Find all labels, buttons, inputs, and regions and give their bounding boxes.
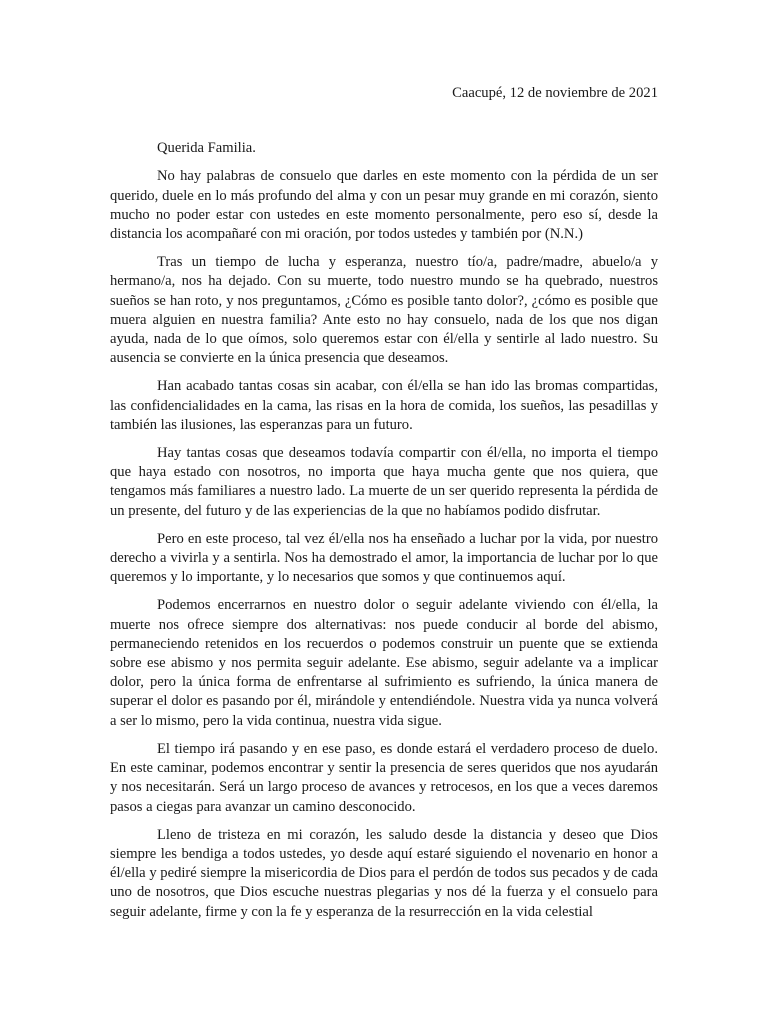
paragraph-5: Pero en este proceso, tal vez él/ella nos ha enseñado a luchar por la vida, por nuestro derecho a vivirla y a sentirla. Nos ha demostrado el amor, la importancia de luchar por lo que queremos y lo importante, y lo necesarios que somos y que continuemos aquí. [110, 530, 658, 586]
paragraph-8: Lleno de tristeza en mi corazón, les saludo desde la distancia y deseo que Dios siempre les bendiga a todos ustedes, yo desde aquí estaré siguiendo el novenario en honor a él/ella y pediré siempre la misericordia de Dios para el perdón de todos sus pecados y de cada uno de nosotros, que Dios escuche nuestras plegarias y nos dé la fuerza y el consuelo para seguir adelante, firme y con la fe y esperanza de la resurrección en la vida celestial [110, 826, 658, 920]
paragraph-2: Tras un tiempo de lucha y esperanza, nuestro tío/a, padre/madre, abuelo/a y hermano/a, nos ha dejado. Con su muerte, todo nuestro mundo se ha quebrado, nuestros sueños se han roto, y nos preguntamos, ¿Cómo es posible tanto dolor?, ¿cómo es posible que muera alguien en nuestra familia? Ante esto no hay consuelo, nada de los que nos digan ayuda, nada de lo que oímos, solo queremos estar con él/ella y sentirle al lado nuestro. Su ausencia se convierte en la única presencia que deseamos. [110, 254, 658, 367]
paragraph-7: El tiempo irá pasando y en ese paso, es donde estará el verdadero proceso de duelo. En este caminar, podemos encontrar y sentir la presencia de seres queridos que nos ayudarán y nos necesitarán. Será un largo proceso de avances y retrocesos, en los que a veces daremos pasos a ciegas para avanzar un camino desconocido. [110, 740, 658, 815]
paragraph-3: Han acabado tantas cosas sin acabar, con él/ella se han ido las bromas compartidas, las confidencialidades en la cama, las risas en la hora de comida, los sueños, las pesadillas y también las ilusiones, las esperanzas para un futuro. [110, 378, 658, 433]
paragraph-1: No hay palabras de consuelo que darles en este momento con la pérdida de un ser querido, duele en lo más profundo del alma y con un pesar muy grande en mi corazón, siento mucho no poder estar con ustedes en este momento personalmente, pero eso sí, desde la distancia los acompañaré con mi oración, por todos ustedes y también por (N.N.) [110, 168, 658, 243]
paragraph-6: Podemos encerrarnos en nuestro dolor o seguir adelante viviendo con él/ella, la muerte nos ofrece siempre dos alternativas: nos puede conducir al borde del abismo, permaneciendo retenidos en los recuerdos o podemos construir un puente que se extienda sobre ese abismo y nos permita seguir adelante. Ese abismo, seguir adelante va a implicar dolor, pero la única forma de enfrentarse al sufrimiento es sufriendo, la única manera de superar el dolor es pasando por él, mirándole y entendiéndole. Nuestra vida ya nunca volverá a ser lo mismo, pero la vida continua, nuestra vida sigue. [110, 597, 658, 729]
date-line: Caacupé, 12 de noviembre de 2021 [452, 85, 658, 101]
paragraph-4: Hay tantas cosas que deseamos todavía compartir con él/ella, no importa el tiempo que haya estado con nosotros, no importa que haya mucha gente que nos quiera, que tengamos más familiares a nuestro lado. La muerte de un ser querido representa la pérdida de un presente, del futuro y de las experiencias de la que no habíamos podido disfrutar. [110, 445, 658, 519]
greeting: Querida Familia. [157, 140, 256, 157]
